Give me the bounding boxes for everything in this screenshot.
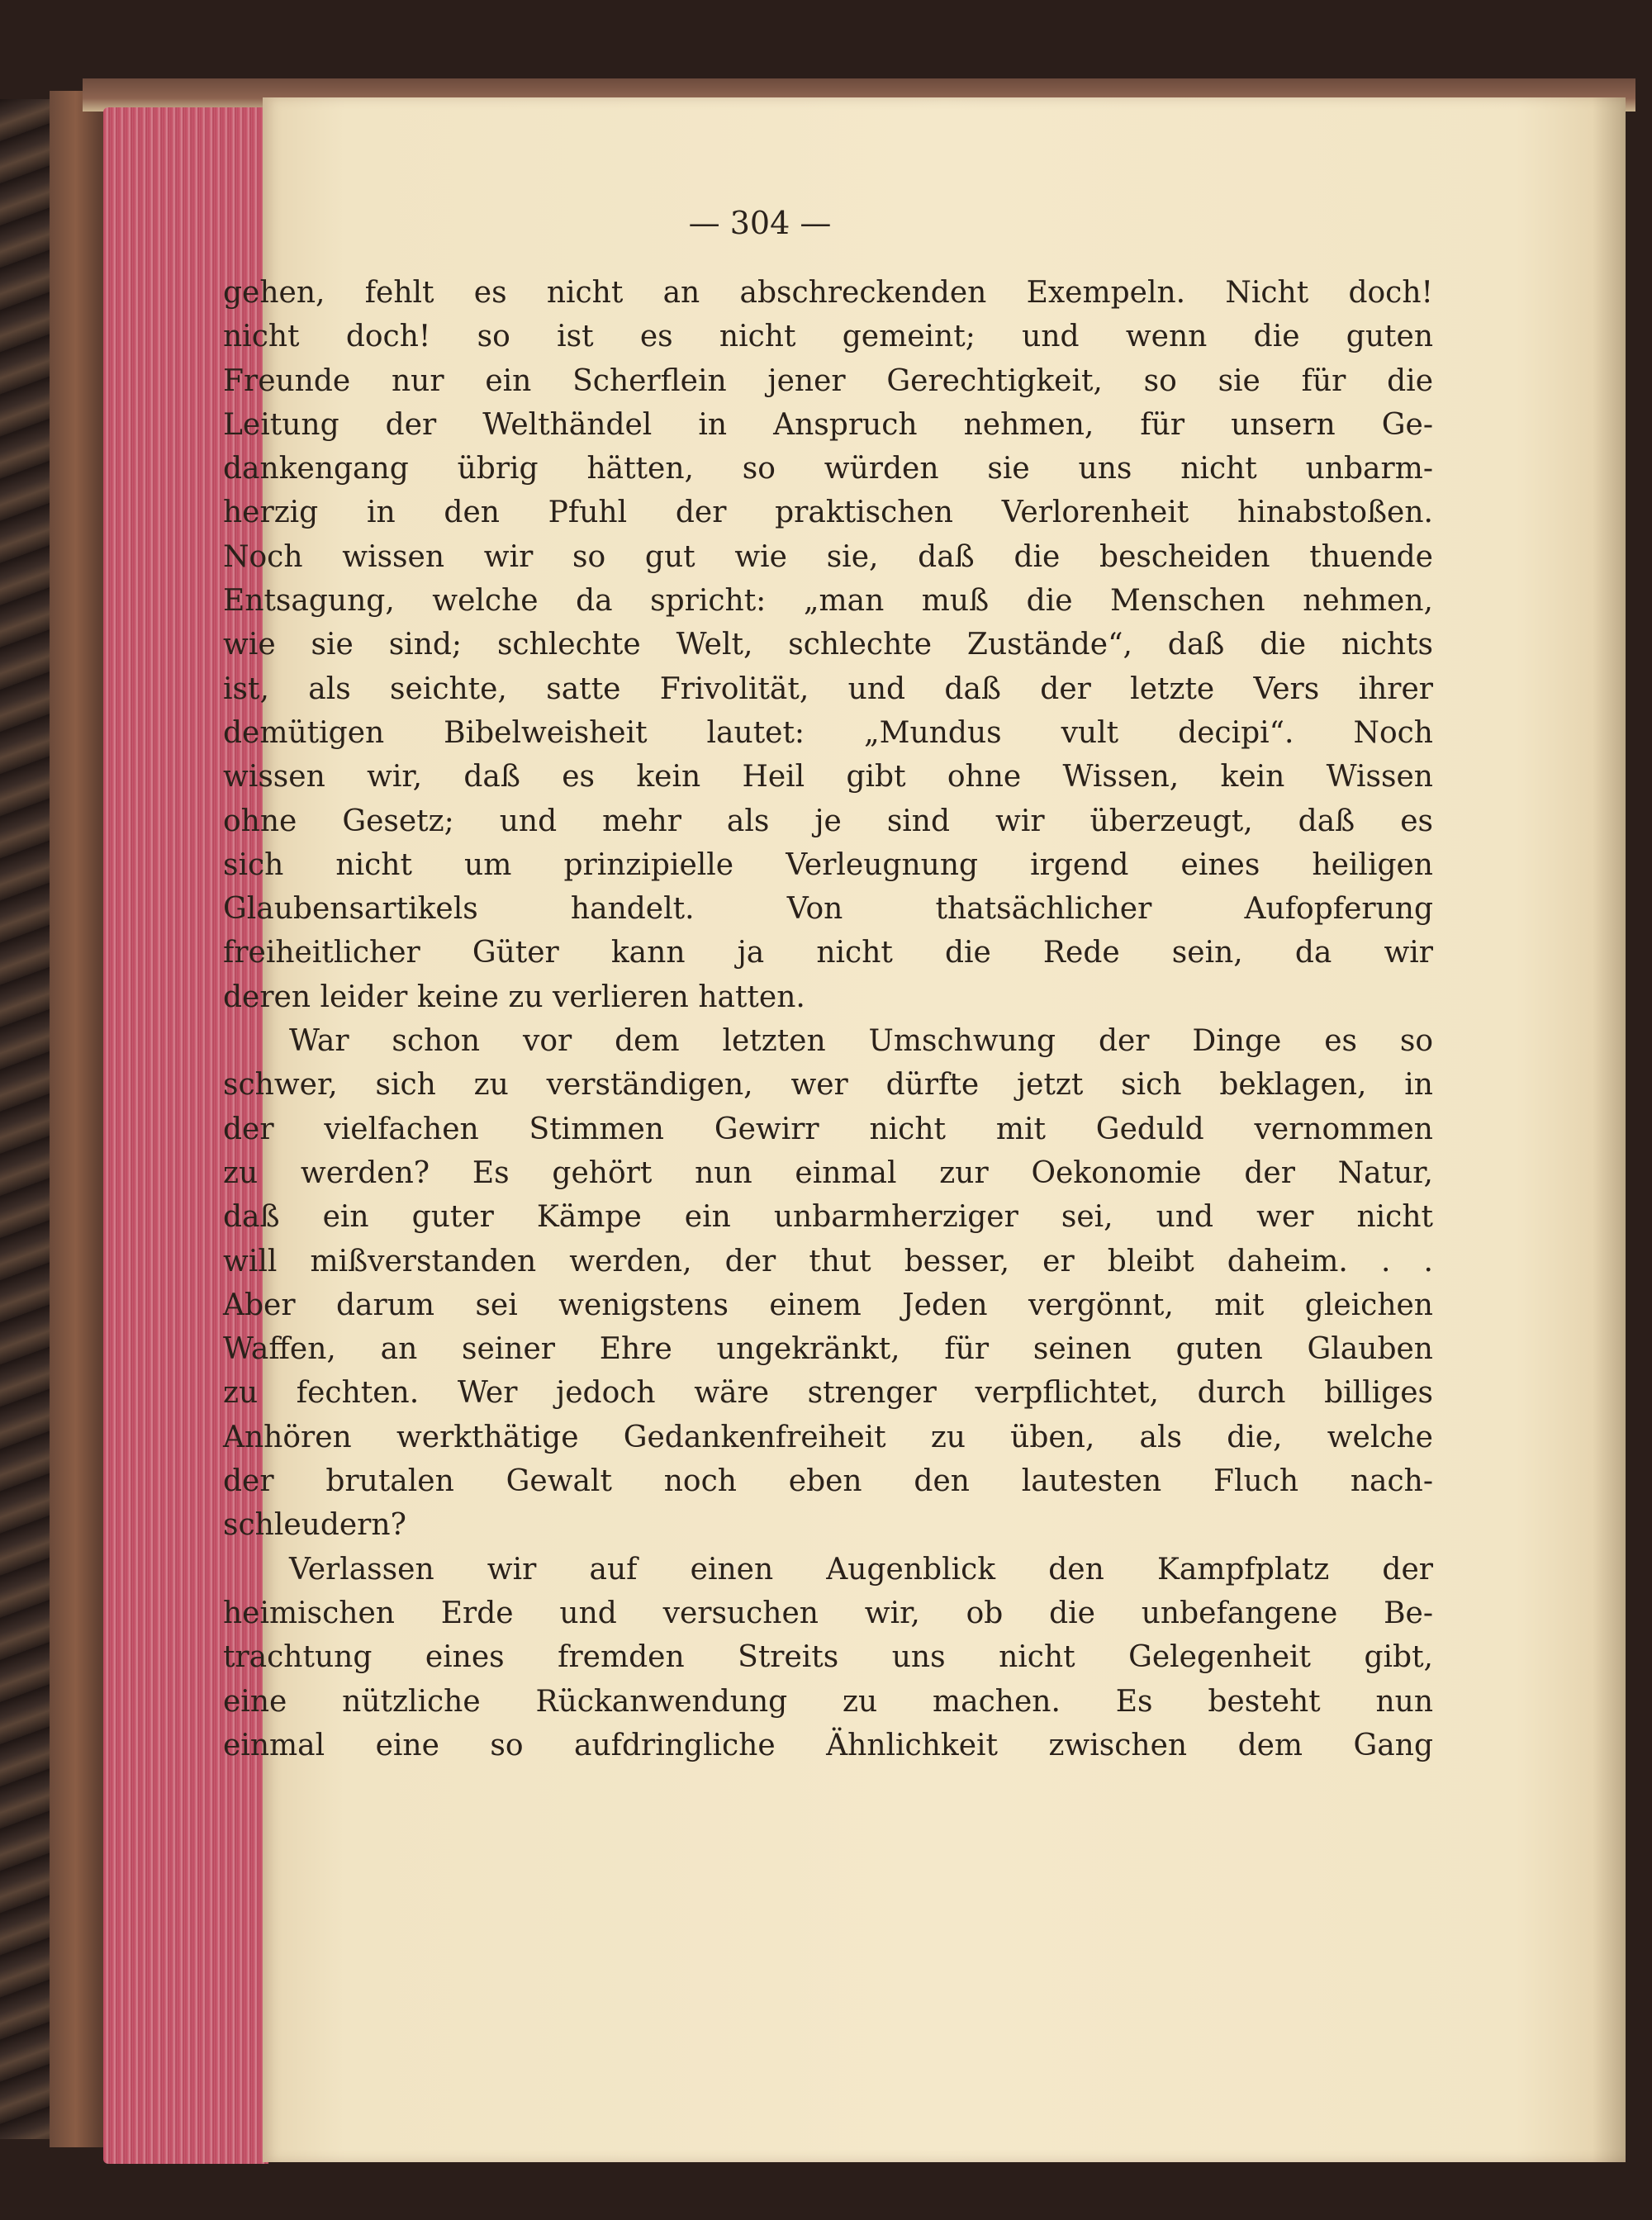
text-line: Noch wissen wir so gut wie sie, daß die bescheiden thuende — [223, 539, 1433, 574]
text-line: der vielfachen Stimmen Gewirr nicht mit Geduld vernommen — [223, 1112, 1433, 1146]
text-line: trachtung eines fremden Streits uns nicht Gelegenheit gibt, — [223, 1640, 1433, 1675]
text-line: schwer, sich zu verständigen, wer dürfte jetzt sich beklagen, in — [223, 1068, 1433, 1103]
text-line: eine nützliche Rückanwendung zu machen. Es besteht nun — [223, 1684, 1433, 1719]
text-line: ohne Gesetz; und mehr als je sind wir überzeugt, daß es — [223, 804, 1433, 838]
text-line: War schon vor dem letzten Umschwung der Dinge es so — [289, 1024, 1433, 1059]
text-line: einmal eine so aufdringliche Ähnlichkeit zwischen dem Gang — [223, 1728, 1433, 1762]
text-line: schleudern? — [223, 1508, 406, 1543]
text-line: Waffen, an seiner Ehre ungekränkt, für seinen guten Glauben — [223, 1332, 1433, 1367]
text-line: Freunde nur ein Scherflein jener Gerechtigkeit, so sie für die — [223, 363, 1433, 398]
text-line: zu fechten. Wer jedoch wäre strenger verpflichtet, durch billiges — [223, 1376, 1433, 1411]
text-line: will mißverstanden werden, der thut besser, er bleibt daheim. . . — [223, 1244, 1433, 1278]
text-line: Anhören werkthätige Gedankenfreiheit zu üben, als die, welche — [223, 1420, 1433, 1454]
text-line: wie sie sind; schlechte Welt, schlechte Zustände“, daß die nichts — [223, 628, 1433, 662]
text-line: Aber darum sei wenigstens einem Jeden vergönnt, mit gleichen — [223, 1288, 1433, 1322]
text-line: nicht doch! so ist es nicht gemeint; und wenn die guten — [223, 320, 1433, 354]
text-line: deren leider keine zu verlieren hatten. — [223, 980, 805, 1014]
text-line: daß ein guter Kämpe ein unbarmherziger sei, und wer nicht — [223, 1200, 1433, 1235]
page-number-header: — 304 — — [688, 205, 832, 241]
text-line: gehen, fehlt es nicht an abschreckenden Exempeln. Nicht doch! — [223, 276, 1433, 310]
page-body — [223, 271, 1433, 1767]
text-line: der brutalen Gewalt noch eben den lautesten Fluch nach- — [223, 1464, 1433, 1499]
text-line: Glaubensartikels handelt. Von thatsächlicher Aufopferung — [223, 892, 1433, 927]
text-line: ist, als seichte, satte Frivolität, und daß der letzte Vers ihrer — [223, 671, 1433, 706]
text-line: sich nicht um prinzipielle Verleugnung irgend eines heiligen — [223, 847, 1433, 882]
text-line: Leitung der Welthändel in Anspruch nehmen, für unsern Ge- — [223, 407, 1433, 442]
text-line: dankengang übrig hätten, so würden sie uns nicht unbarm- — [223, 452, 1433, 486]
text-line: heimischen Erde und versuchen wir, ob die unbefangene Be- — [223, 1596, 1433, 1630]
text-line: Verlassen wir auf einen Augenblick den Kampfplatz der — [289, 1552, 1433, 1587]
text-line: Entsagung, welche da spricht: „man muß die Menschen nehmen, — [223, 584, 1433, 619]
text-line: demütigen Bibelweisheit lautet: „Mundus vult decipi“. Noch — [223, 715, 1433, 750]
text-line: freiheitlicher Güter kann ja nicht die Rede sein, da wir — [223, 936, 1433, 970]
text-line: herzig in den Pfuhl der praktischen Verlorenheit hinabstoßen. — [223, 496, 1433, 530]
text-line: wissen wir, daß es kein Heil gibt ohne Wissen, kein Wissen — [223, 760, 1433, 795]
gutter-shadow — [1593, 97, 1626, 2162]
text-line: zu werden? Es gehört nun einmal zur Oekonomie der Natur, — [223, 1155, 1433, 1190]
